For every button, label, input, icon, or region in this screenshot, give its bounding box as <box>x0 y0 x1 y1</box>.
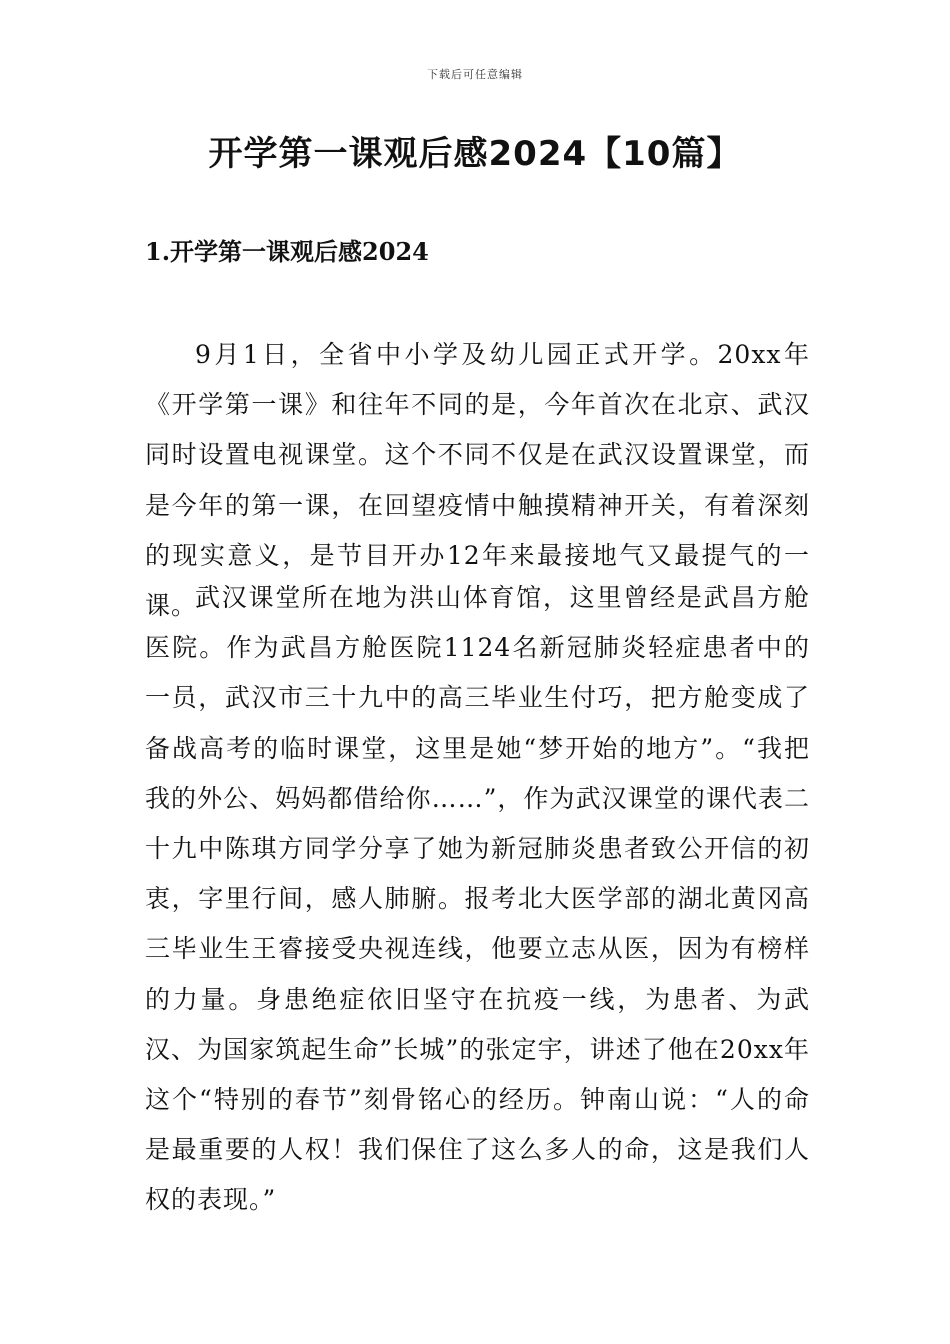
body-paragraph-2: 武汉课堂所在地为洪山体育馆，这里曾经是武昌方舱医院。作为武昌方舱医院1124名新冠肺炎轻症患者中的一员，武汉市三十九中的高三毕业生付巧，把方舱变成了备战高考的临时课堂，这里是她“梦开始的地方”。“我把我的外公、妈妈都借给你……”，作为武汉课堂的课代表二十九中陈琪方同学分享了她为新冠肺炎患者致公开信的初衷，字里行间，感人肺腑。报考北大医学部的湖北黄冈高三毕业生王睿接受央视连线，他要立志从医，因为有榜样的力量。身患绝症依旧坚守在抗疫一线，为患者、为武汉、为国家筑起生命”长城”的张定宇，讲述了他在20xx年这个“特别的春节”刻骨铭心的经历。钟南山说：“人的命是最重要的人权！我们保住了这么多人的命，这是我们人权的表现。” <box>145 583 810 1215</box>
document-title: 开学第一课观后感2024【10篇】 <box>208 134 742 174</box>
section-heading: 1.开学第一课观后感2024 <box>145 237 429 266</box>
body-paragraph-1: 9月1日，全省中小学及幼儿园正式开学。20xx年《开学第一课》和往年不同的是，今年首次在北京、武汉同时设置电视课堂。这个不同不仅是在武汉设置课堂，而是今年的第一课，在回望疫情中触摸精神开关，有着深刻的现实意义，是节目开办12年来最接地气又最提气的一课。 <box>145 340 810 621</box>
page-header-note: 下载后可任意编辑 <box>427 68 523 81</box>
